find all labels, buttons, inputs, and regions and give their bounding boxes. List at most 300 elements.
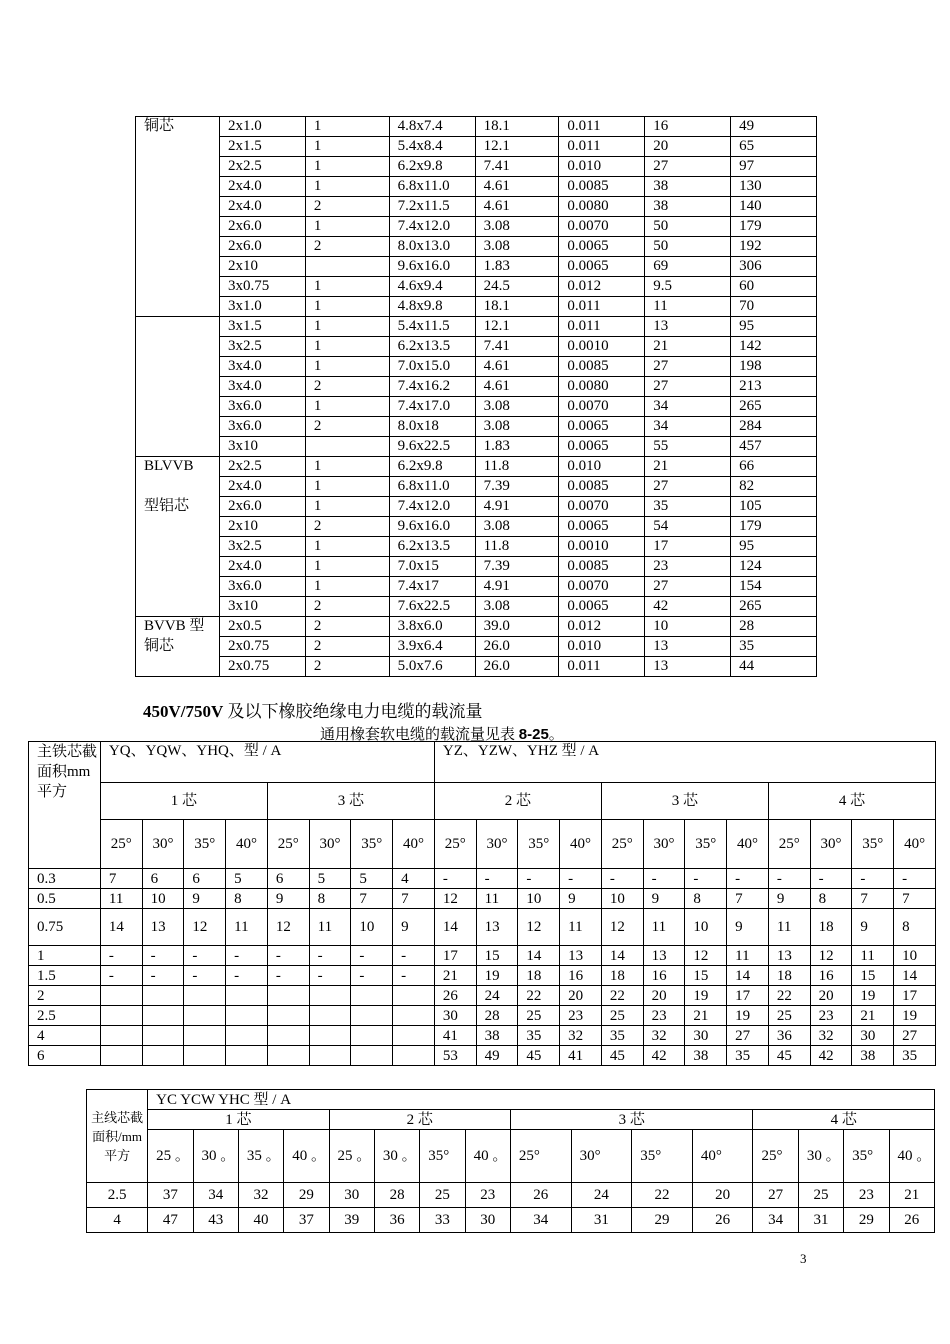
table-cell — [226, 1006, 268, 1026]
table-cell: 14 — [727, 966, 769, 986]
table-cell: - — [184, 966, 226, 986]
table-cell: 4.61 — [475, 197, 559, 217]
table-cell: 28 — [374, 1183, 419, 1208]
table-cell: 7 — [894, 889, 936, 909]
table-cell — [142, 1046, 184, 1066]
table-cell: 21 — [434, 966, 476, 986]
table-cell: 0.012 — [559, 277, 645, 297]
table-cell: 2x1.5 — [219, 137, 305, 157]
table-row — [136, 337, 817, 357]
table-cell: 29 — [844, 1208, 889, 1233]
table-cell — [142, 986, 184, 1006]
table-cell: 13 — [476, 909, 518, 946]
table-cell: 18 — [768, 966, 810, 986]
table-cell: 26 — [434, 986, 476, 1006]
table-cell: 20 — [560, 986, 602, 1006]
table-cell: 12.1 — [475, 317, 559, 337]
table-cell: 2 — [305, 597, 389, 617]
corner-label: 主铁芯截面积mm平方 — [29, 742, 101, 869]
table-cell: 7.41 — [475, 337, 559, 357]
table-cell: - — [226, 946, 268, 966]
table-cell: 19 — [894, 1006, 936, 1026]
table-cell: 20 — [692, 1183, 753, 1208]
table-cell: 17 — [645, 537, 731, 557]
table-cell: 2x4.0 — [219, 477, 305, 497]
table-cell: 154 — [731, 577, 817, 597]
table-cell: 65 — [731, 137, 817, 157]
table-row — [29, 889, 936, 909]
table-cell: 25 — [601, 1006, 643, 1026]
temp-header: 40° — [894, 820, 936, 869]
temp-header: 25 。 — [329, 1130, 374, 1183]
table-row — [136, 317, 817, 337]
table-cell: 1 — [305, 557, 389, 577]
table-cell: 23 — [645, 557, 731, 577]
table-cell: 12 — [267, 909, 309, 946]
table-cell: 13 — [645, 317, 731, 337]
table-cell: 15 — [476, 946, 518, 966]
table-cell: - — [226, 966, 268, 986]
temp-header: 40° — [727, 820, 769, 869]
table-cell: 2 — [305, 377, 389, 397]
table-cell — [267, 986, 309, 1006]
temp-header: 25° — [267, 820, 309, 869]
table-cell: 11.8 — [475, 537, 559, 557]
table-cell: 21 — [685, 1006, 727, 1026]
table-cell — [309, 1046, 351, 1066]
core-header: 1 芯 — [148, 1110, 329, 1130]
table-row — [136, 217, 817, 237]
table-cell: 28 — [731, 617, 817, 637]
table-cell: 3x4.0 — [219, 357, 305, 377]
table-cell — [184, 1006, 226, 1026]
core-header: 3 芯 — [267, 783, 434, 820]
table-cell: 2x0.75 — [219, 637, 305, 657]
group-cell — [136, 337, 220, 357]
group-cell — [136, 537, 220, 557]
table-cell: 13 — [643, 946, 685, 966]
table-cell: 14 — [894, 966, 936, 986]
table-cell — [226, 986, 268, 1006]
table-cell: 1 — [305, 117, 389, 137]
table-cell: 26 — [510, 1183, 571, 1208]
table-cell: 33 — [420, 1208, 465, 1233]
table-cell: 32 — [560, 1026, 602, 1046]
table-cell: 1 — [305, 177, 389, 197]
table-cell: 23 — [643, 1006, 685, 1026]
table-cell: - — [100, 946, 142, 966]
temp-header: 25° — [753, 1130, 798, 1183]
table-cell: 22 — [518, 986, 560, 1006]
table-cell: 11 — [476, 889, 518, 909]
table-cell: 8 — [226, 889, 268, 909]
temp-header: 35° — [184, 820, 226, 869]
group-cell — [136, 417, 220, 437]
table-cell: 16 — [643, 966, 685, 986]
core-row — [29, 783, 936, 820]
table-cell: 4.61 — [475, 377, 559, 397]
size-cell: 1 — [29, 946, 101, 966]
table-cell: 19 — [685, 986, 727, 1006]
table-cell: 34 — [753, 1208, 798, 1233]
table-cell: 4.61 — [475, 177, 559, 197]
table-cell: 13 — [560, 946, 602, 966]
table-row — [136, 177, 817, 197]
group-cell — [136, 237, 220, 257]
table-cell: 54 — [645, 517, 731, 537]
table-cell: 38 — [852, 1046, 894, 1066]
table-cell: 17 — [434, 946, 476, 966]
table-cell — [309, 1006, 351, 1026]
table-cell: 2x2.5 — [219, 157, 305, 177]
table-cell: 13 — [645, 657, 731, 677]
table-cell: 0.0065 — [559, 237, 645, 257]
table-cell: 35 — [518, 1026, 560, 1046]
table-row — [136, 117, 817, 137]
table-cell: 2x10 — [219, 257, 305, 277]
table-row — [136, 257, 817, 277]
table-cell: 18 — [518, 966, 560, 986]
table-cell: 3.08 — [475, 217, 559, 237]
table-cell: 0.0085 — [559, 477, 645, 497]
table-cell: 0.0065 — [559, 597, 645, 617]
table-cell: 31 — [798, 1208, 843, 1233]
table-cell — [393, 1026, 435, 1046]
table-cell: 0.011 — [559, 657, 645, 677]
group-cell — [136, 317, 220, 337]
temp-header: 30° — [309, 820, 351, 869]
table-cell: 11 — [226, 909, 268, 946]
table-row — [136, 557, 817, 577]
table-cell: 22 — [632, 1183, 693, 1208]
table-cell: 38 — [645, 177, 731, 197]
table-cell: 6.2x13.5 — [389, 337, 475, 357]
table-cell: 7.0x15.0 — [389, 357, 475, 377]
table-cell: 25 — [420, 1183, 465, 1208]
table-cell: 1 — [305, 137, 389, 157]
table-cell: 3.08 — [475, 397, 559, 417]
table-cell: 34 — [193, 1183, 238, 1208]
table-cell: 60 — [731, 277, 817, 297]
table-cell: - — [894, 869, 936, 889]
table-cell: 9 — [393, 909, 435, 946]
table-cell: 14 — [518, 946, 560, 966]
table-cell: 7.4x17.0 — [389, 397, 475, 417]
table-cell: 10 — [351, 909, 393, 946]
table-cell: 1.83 — [475, 437, 559, 457]
table-cell: 3x6.0 — [219, 417, 305, 437]
table-cell: 2x2.5 — [219, 457, 305, 477]
table-cell: 26 — [889, 1208, 934, 1233]
table-cell: 27 — [753, 1183, 798, 1208]
table-cell: 0.0085 — [559, 357, 645, 377]
table-cell: 9 — [560, 889, 602, 909]
table-cell: 13 — [645, 637, 731, 657]
table-cell: 10 — [645, 617, 731, 637]
table-cell: 21 — [852, 1006, 894, 1026]
heading-text: 及以下橡胶绝缘电力电缆的载流量 — [223, 702, 483, 721]
group-b-header: YZ、YZW、YHZ 型 / A — [434, 742, 935, 783]
core-header: 4 芯 — [753, 1110, 935, 1130]
table-cell: 6.8x11.0 — [389, 177, 475, 197]
table-row — [136, 297, 817, 317]
table-cell: - — [643, 869, 685, 889]
table-cell: 38 — [645, 197, 731, 217]
table-cell: 27 — [645, 477, 731, 497]
table-cell — [100, 1006, 142, 1026]
table-cell: 14 — [601, 946, 643, 966]
temp-header: 30° — [476, 820, 518, 869]
temp-header: 30° — [643, 820, 685, 869]
table-cell: 5.4x11.5 — [389, 317, 475, 337]
table-cell: 0.0070 — [559, 397, 645, 417]
table-cell: 2 — [305, 197, 389, 217]
group-cell — [136, 517, 220, 537]
table-cell: 6 — [267, 869, 309, 889]
table-row — [136, 397, 817, 417]
size-cell: 2.5 — [29, 1006, 101, 1026]
table-cell: 45 — [518, 1046, 560, 1066]
size-cell: 2.5 — [87, 1183, 148, 1208]
table-cell: 124 — [731, 557, 817, 577]
subheading-suffix: 。 — [548, 727, 564, 743]
table-cell: 95 — [731, 537, 817, 557]
group-cell — [136, 437, 220, 457]
table-cell: 30 — [329, 1183, 374, 1208]
table-cell: 12 — [518, 909, 560, 946]
group-cell — [136, 217, 220, 237]
table-cell: - — [309, 966, 351, 986]
table-cell: 3.08 — [475, 237, 559, 257]
table-cell: - — [142, 946, 184, 966]
table-cell — [351, 1026, 393, 1046]
table-cell: - — [267, 946, 309, 966]
table-cell: 18.1 — [475, 117, 559, 137]
table-cell: 30 — [685, 1026, 727, 1046]
table-cell: 306 — [731, 257, 817, 277]
table-cell: - — [309, 946, 351, 966]
table-cell: 105 — [731, 497, 817, 517]
table-cell: 9 — [643, 889, 685, 909]
table-cell: 35 — [727, 1046, 769, 1066]
table-cell: 23 — [844, 1183, 889, 1208]
group-cell: 铜芯 — [136, 637, 220, 657]
temp-header: 25° — [434, 820, 476, 869]
section-heading — [143, 697, 483, 722]
table-cell: 1.83 — [475, 257, 559, 277]
table-cell: 3.08 — [475, 597, 559, 617]
table-cell: 21 — [645, 337, 731, 357]
table-cell: 3.8x6.0 — [389, 617, 475, 637]
table-cell: 0.0070 — [559, 577, 645, 597]
table-cell: 7.4x17 — [389, 577, 475, 597]
table-cell: 198 — [731, 357, 817, 377]
table-cell: 8.0x13.0 — [389, 237, 475, 257]
table-cell: 3x10 — [219, 597, 305, 617]
temp-header: 25° — [601, 820, 643, 869]
temp-header: 30° — [810, 820, 852, 869]
table-cell: 45 — [768, 1046, 810, 1066]
table-cell: 45 — [601, 1046, 643, 1066]
table-cell: 53 — [434, 1046, 476, 1066]
table-cell: 29 — [284, 1183, 329, 1208]
table-cell: 2 — [305, 637, 389, 657]
table-row — [136, 597, 817, 617]
group-cell — [136, 357, 220, 377]
table-cell: 49 — [731, 117, 817, 137]
subheading-ref: 8-25 — [518, 726, 549, 743]
table-cell: 0.012 — [559, 617, 645, 637]
table-cell: 9 — [184, 889, 226, 909]
table-cell: 32 — [643, 1026, 685, 1046]
table-cell: - — [434, 869, 476, 889]
group-cell — [136, 277, 220, 297]
table-row — [136, 537, 817, 557]
table-cell: 11 — [309, 909, 351, 946]
table-cell: - — [601, 869, 643, 889]
table-row — [87, 1183, 935, 1208]
table-cell: 11.8 — [475, 457, 559, 477]
table-cell: - — [685, 869, 727, 889]
table-cell: 10 — [894, 946, 936, 966]
core-header: 3 芯 — [510, 1110, 753, 1130]
table-cell: 39.0 — [475, 617, 559, 637]
temp-header: 40 。 — [284, 1130, 329, 1183]
table-cell: 34 — [645, 417, 731, 437]
table-cell: 32 — [810, 1026, 852, 1046]
table-cell: 10 — [601, 889, 643, 909]
temp-row — [87, 1130, 935, 1183]
table-cell: 49 — [476, 1046, 518, 1066]
table-cell: 42 — [810, 1046, 852, 1066]
table-cell: 30 — [852, 1026, 894, 1046]
table-cell: 21 — [889, 1183, 934, 1208]
temp-header: 35° — [844, 1130, 889, 1183]
table-cell: 7 — [351, 889, 393, 909]
table-cell: 97 — [731, 157, 817, 177]
table-cell: 0.0070 — [559, 217, 645, 237]
table-cell: 1 — [305, 277, 389, 297]
table-cell: 0.010 — [559, 637, 645, 657]
temp-header: 35° — [632, 1130, 693, 1183]
table-cell: 9.6x16.0 — [389, 257, 475, 277]
table-cell: 22 — [768, 986, 810, 1006]
temp-header: 40° — [393, 820, 435, 869]
table-cell: 16 — [810, 966, 852, 986]
table-row — [29, 1046, 936, 1066]
size-cell: 2 — [29, 986, 101, 1006]
table-row — [136, 457, 817, 477]
table-cell: - — [100, 966, 142, 986]
table-cell: 26.0 — [475, 637, 559, 657]
group-cell — [136, 597, 220, 617]
table-cell: 1 — [305, 397, 389, 417]
table-cell: 2x1.0 — [219, 117, 305, 137]
table-cell: 38 — [685, 1046, 727, 1066]
table-row — [136, 237, 817, 257]
table-cell: 15 — [852, 966, 894, 986]
table-row — [29, 909, 936, 946]
table-cell: 5 — [309, 869, 351, 889]
table-cell — [351, 1006, 393, 1026]
table-cell — [351, 986, 393, 1006]
table-cell: 265 — [731, 597, 817, 617]
table-cell: 1 — [305, 337, 389, 357]
table-cell: 11 — [643, 909, 685, 946]
table-cell: 3x2.5 — [219, 337, 305, 357]
table-cell: 3.08 — [475, 517, 559, 537]
group-cell — [136, 577, 220, 597]
rubber-cable-ampacity-table — [28, 741, 936, 1066]
table-cell: 34 — [645, 397, 731, 417]
corner-label: 主线芯截面积/mm平方 — [87, 1090, 148, 1183]
temp-row — [29, 820, 936, 869]
table-row — [136, 497, 817, 517]
table-cell: 23 — [810, 1006, 852, 1026]
table-row — [29, 1026, 936, 1046]
table-cell: 3.9x6.4 — [389, 637, 475, 657]
table-row — [136, 657, 817, 677]
table-row — [29, 966, 936, 986]
table-cell: 11 — [727, 946, 769, 966]
table-cell: 26.0 — [475, 657, 559, 677]
table-cell: 27 — [894, 1026, 936, 1046]
table-cell: 265 — [731, 397, 817, 417]
size-cell: 0.75 — [29, 909, 101, 946]
table-cell: 12.1 — [475, 137, 559, 157]
table-cell: 7 — [727, 889, 769, 909]
temp-header: 30 。 — [798, 1130, 843, 1183]
table-cell: - — [351, 946, 393, 966]
group-cell — [136, 657, 220, 677]
table-cell: 14 — [434, 909, 476, 946]
table-cell: 0.0065 — [559, 437, 645, 457]
table-cell: 27 — [645, 357, 731, 377]
temp-header: 25 。 — [148, 1130, 193, 1183]
table-cell: 10 — [685, 909, 727, 946]
group-cell — [136, 477, 220, 497]
table-cell: 2x0.5 — [219, 617, 305, 637]
temp-header: 30° — [142, 820, 184, 869]
table-cell: 0.0080 — [559, 377, 645, 397]
table-cell: 3x1.5 — [219, 317, 305, 337]
table-cell: 3x0.75 — [219, 277, 305, 297]
core-header: 2 芯 — [434, 783, 601, 820]
table-cell — [184, 986, 226, 1006]
table-cell: 50 — [645, 217, 731, 237]
table-cell: 25 — [798, 1183, 843, 1208]
table-cell: 1 — [305, 217, 389, 237]
table-cell: 18.1 — [475, 297, 559, 317]
table-cell: - — [518, 869, 560, 889]
table-cell: 4.61 — [475, 357, 559, 377]
table-row — [136, 617, 817, 637]
table-cell: 130 — [731, 177, 817, 197]
table-row — [29, 1006, 936, 1026]
table-cell: 32 — [238, 1183, 283, 1208]
table-cell: 44 — [731, 657, 817, 677]
table-cell: 12 — [601, 909, 643, 946]
table-cell: 23 — [560, 1006, 602, 1026]
table-cell: 2x4.0 — [219, 177, 305, 197]
table-cell — [100, 1026, 142, 1046]
table-cell: - — [142, 966, 184, 986]
temp-header: 25° — [768, 820, 810, 869]
table-cell: 13 — [768, 946, 810, 966]
table-cell: 2 — [305, 517, 389, 537]
table-cell: 7.4x12.0 — [389, 497, 475, 517]
table-row — [136, 437, 817, 457]
